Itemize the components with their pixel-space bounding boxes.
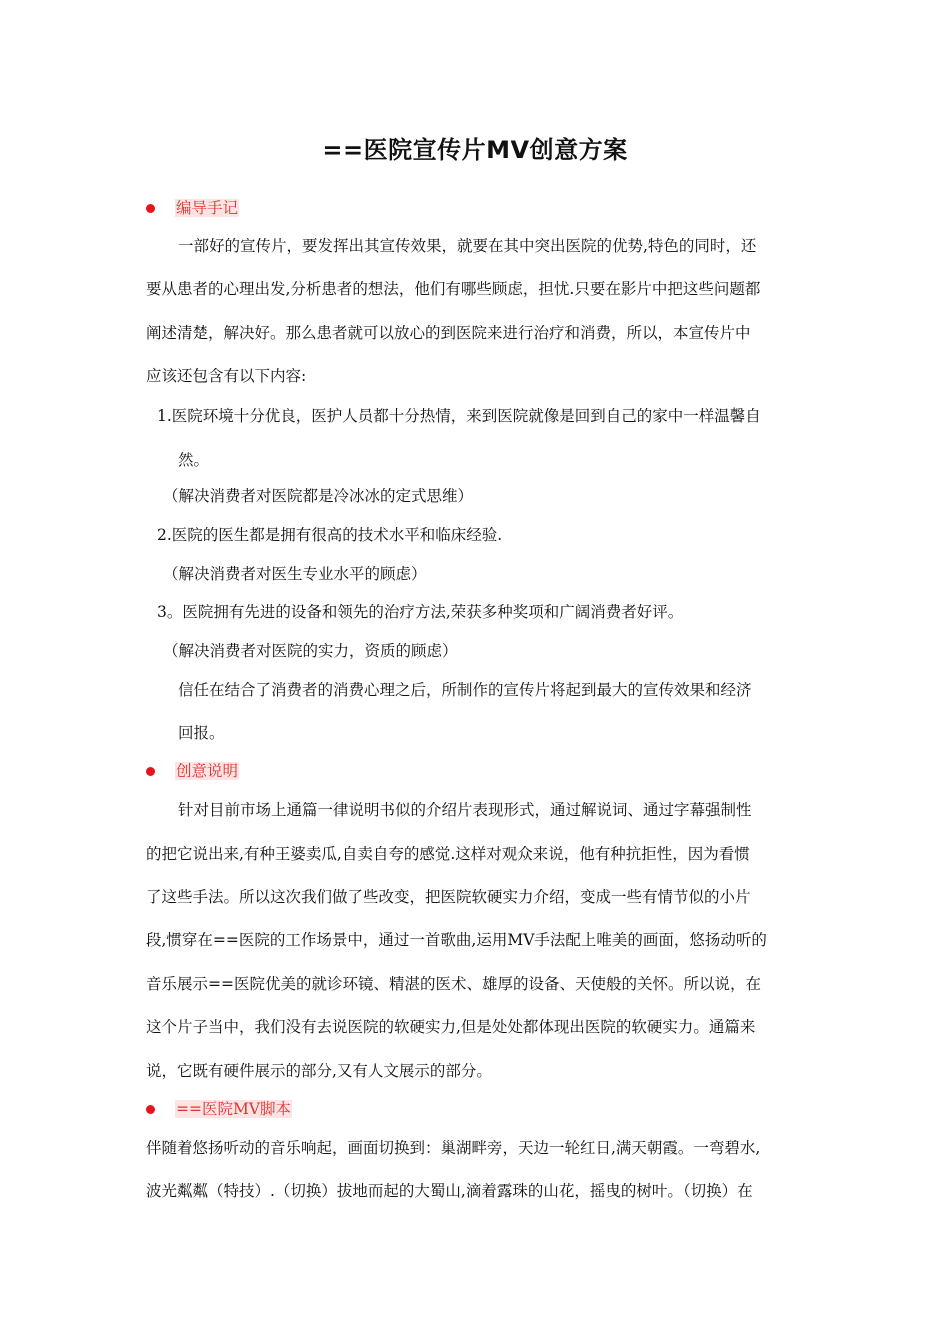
paragraph-line: 音乐展示==医院优美的就诊环镜、精湛的医术、雄厚的设备、天使般的关怀。所以说，在 — [146, 975, 761, 993]
paragraph-line: 一部好的宣传片，要发挥出其宣传效果，就要在其中突出医院的优势,特色的同时，还 — [178, 237, 757, 255]
list-item-note: （解决消费者对医生专业水平的顾虑） — [163, 565, 427, 583]
paragraph-line: 的把它说出来,有种王婆卖瓜,自卖自夸的感觉.这样对观众来说，他有种抗拒性，因为看惯 — [146, 845, 750, 863]
list-item-line: 1.医院环境十分优良，医护人员都十分热情，来到医院就像是回到自己的家中一样温馨自 — [157, 407, 761, 425]
paragraph-line: 这个片子当中，我们没有去说医院的软硬实力,但是处处都体现出医院的软硬实力。通篇来 — [146, 1018, 756, 1036]
paragraph-line: 了这些手法。所以这次我们做了些改变，把医院软硬实力介绍，变成一些有情节似的小片 — [146, 888, 751, 906]
paragraph-line: 段,惯穿在==医院的工作场景中，通过一首歌曲,运用MV手法配上唯美的画面，悠扬动听的 — [146, 931, 767, 949]
list-item-note: （解决消费者对医院都是冷冰冰的定式思维） — [163, 487, 474, 505]
document-title: ==医院宣传片MV创意方案 — [322, 136, 628, 164]
paragraph-line: 要从患者的心理出发,分析患者的想法，他们有哪些顾虑，担忧.只要在影片中把这些问题都 — [146, 280, 761, 298]
list-item-line: 3。医院拥有先进的设备和领先的治疗方法,荣获多种奖项和广阔消费者好评。 — [157, 603, 684, 621]
section-heading-text: 编导手记 — [176, 199, 239, 217]
paragraph-line: 说，它既有硬件展示的部分,又有人文展示的部分。 — [146, 1062, 492, 1080]
list-item-line: 然。 — [178, 451, 210, 469]
list-item-line: 2.医院的医生都是拥有很高的技术水平和临床经验. — [157, 526, 503, 544]
section-heading-text: 创意说明 — [176, 762, 239, 780]
paragraph-line: 伴随着悠扬听动的音乐响起，画面切换到：巢湖畔旁，天边一轮红日,满天朝霞。一弯碧水, — [146, 1139, 761, 1157]
paragraph-line: 信任在结合了消费者的消费心理之后，所制作的宣传片将起到最大的宣传效果和经济 — [178, 681, 752, 699]
bullet-icon — [146, 767, 155, 776]
bullet-icon — [146, 204, 155, 213]
list-item-note: （解决消费者对医院的实力，资质的顾虑） — [163, 642, 458, 660]
section-heading-creative — [146, 760, 239, 782]
paragraph-line: 应该还包含有以下内容: — [146, 367, 307, 385]
section-heading-text: ==医院MV脚本 — [176, 1100, 292, 1118]
section-heading-script — [146, 1098, 292, 1120]
paragraph-line: 针对目前市场上通篇一律说明书似的介绍片表现形式，通过解说词、通过字幕强制性 — [178, 801, 752, 819]
paragraph-line: 回报。 — [178, 724, 225, 742]
section-heading-director-notes — [146, 197, 239, 219]
paragraph-line: 阐述清楚，解决好。那么患者就可以放心的到医院来进行治疗和消费，所以，本宣传片中 — [146, 324, 751, 342]
paragraph-line: 波光粼粼（特技）.（切换）拔地而起的大蜀山,滴着露珠的山花，摇曳的树叶。（切换）在 — [146, 1182, 753, 1200]
bullet-icon — [146, 1105, 155, 1114]
